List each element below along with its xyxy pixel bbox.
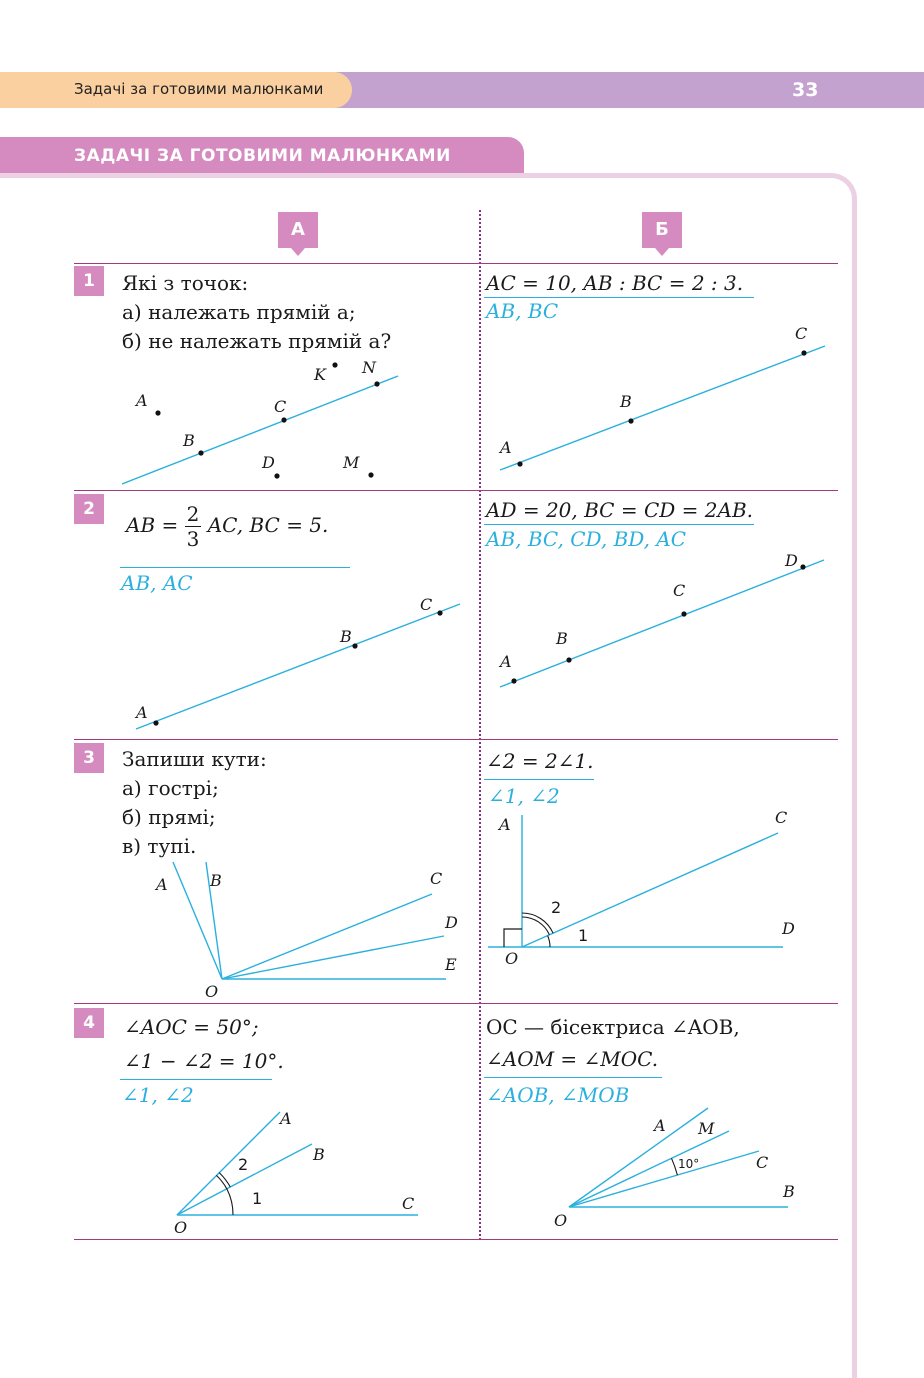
row-divider xyxy=(74,1003,838,1004)
angle-label-2: 2 xyxy=(238,1155,249,1174)
given-rhs: AC, BC = 5. xyxy=(207,513,329,537)
label-a: A xyxy=(499,815,511,834)
given-text: ∠AOC = 50°; xyxy=(124,1015,259,1039)
label-c: C xyxy=(795,324,808,343)
label-a: A xyxy=(654,1116,666,1135)
given-underline xyxy=(484,1077,662,1078)
problem-number: 1 xyxy=(74,266,104,296)
label-d: D xyxy=(782,919,795,938)
problem-number: 4 xyxy=(74,1008,104,1038)
angle-arc-2 xyxy=(522,917,549,935)
point-b xyxy=(628,418,633,423)
problem-text-line: Які з точок: xyxy=(122,271,249,295)
angle-label-2: 2 xyxy=(551,898,562,917)
column-b-label: Б xyxy=(642,212,682,248)
problem-text-line: б) прямі; xyxy=(122,805,216,829)
problem-number: 2 xyxy=(74,494,104,524)
angle-label-1: 1 xyxy=(578,926,589,945)
point-c xyxy=(281,417,286,422)
label-b: B xyxy=(183,431,195,450)
column-b-arrow xyxy=(655,248,669,256)
point-m xyxy=(368,472,373,477)
right-angle-mark xyxy=(504,929,522,947)
label-m: M xyxy=(698,1119,715,1138)
point-c xyxy=(437,610,442,615)
label-o: O xyxy=(174,1218,188,1235)
label-c: C xyxy=(274,397,287,416)
angle-arc-2 xyxy=(522,913,553,933)
point-d xyxy=(800,564,805,569)
section-title: ЗАДАЧІ ЗА ГОТОВИМИ МАЛЮНКАМИ xyxy=(74,146,451,166)
label-e: E xyxy=(445,955,457,974)
angle-degree-label: 10° xyxy=(678,1157,700,1171)
line xyxy=(500,560,824,687)
problem-text-line: а) належать прямій a; xyxy=(122,300,356,324)
line xyxy=(500,346,825,470)
given-underline xyxy=(484,524,754,525)
point-a xyxy=(511,678,516,683)
label-o: O xyxy=(554,1211,568,1230)
ray-oa xyxy=(177,1112,280,1215)
fraction-denominator: 3 xyxy=(186,527,200,551)
figure-3a xyxy=(140,858,470,1003)
answer-text: AB, AC xyxy=(121,571,193,595)
point-k xyxy=(332,362,337,367)
label-b: B xyxy=(556,629,568,648)
label-o: O xyxy=(205,982,219,1001)
given-text: ∠2 = 2∠1. xyxy=(486,749,594,773)
ray-oc xyxy=(222,894,432,979)
figure-4a xyxy=(160,1100,440,1235)
label-o: O xyxy=(505,949,519,968)
problem-text-line: в) тупі. xyxy=(122,834,197,858)
label-d: D xyxy=(445,913,458,932)
label-k: K xyxy=(314,365,326,384)
label-d: D xyxy=(262,453,275,472)
point-c xyxy=(801,350,806,355)
label-d: D xyxy=(785,551,798,570)
fraction-numerator: 2 xyxy=(186,502,200,526)
label-a: A xyxy=(136,391,148,410)
answer-text: ∠1, ∠2 xyxy=(122,1083,194,1107)
label-b: B xyxy=(620,392,632,411)
label-b: B xyxy=(210,871,222,890)
given-underline xyxy=(484,779,594,780)
angle-label-1: 1 xyxy=(252,1189,263,1208)
answer-text: ∠1, ∠2 xyxy=(488,784,560,808)
given-text: ∠AOM = ∠MOC. xyxy=(486,1047,659,1071)
point-n xyxy=(374,381,379,386)
label-b: B xyxy=(783,1182,795,1201)
given-text: AC = 10, AB : BC = 2 : 3. xyxy=(486,271,744,295)
row-divider xyxy=(74,1239,838,1240)
ray-oc xyxy=(569,1151,759,1207)
point-d xyxy=(274,473,279,478)
label-c: C xyxy=(756,1153,769,1172)
fraction xyxy=(185,502,202,551)
problem-number: 3 xyxy=(74,743,104,773)
angle-arc-1 xyxy=(548,936,550,947)
label-n: N xyxy=(362,358,376,377)
row-divider xyxy=(74,490,838,491)
label-c: C xyxy=(775,808,788,827)
given-text: ∠1 − ∠2 = 10°. xyxy=(124,1049,284,1073)
column-a-label: А xyxy=(278,212,318,248)
page-number: 33 xyxy=(792,79,819,101)
ray-oc xyxy=(522,833,778,947)
given-text: OC — бісектриса ∠AOB, xyxy=(486,1015,740,1039)
angle-arc-mc xyxy=(672,1158,678,1175)
angle-arc-2 xyxy=(216,1175,226,1188)
label-m: M xyxy=(343,453,360,472)
point-b xyxy=(198,450,203,455)
figure-2b xyxy=(490,548,840,693)
label-b: B xyxy=(313,1145,325,1164)
label-a: A xyxy=(500,438,512,457)
figure-3b xyxy=(485,805,825,975)
problem-text-line: а) гострі; xyxy=(122,776,219,800)
label-c: C xyxy=(430,869,443,888)
given-lhs: AB = xyxy=(126,513,179,537)
point-c xyxy=(681,611,686,616)
column-divider xyxy=(479,210,481,1240)
point-a xyxy=(517,461,522,466)
label-a: A xyxy=(500,652,512,671)
point-b xyxy=(352,643,357,648)
row-divider xyxy=(74,263,838,264)
figure-4b xyxy=(540,1105,840,1235)
given-underline xyxy=(120,567,350,568)
label-a: A xyxy=(156,875,168,894)
label-a: A xyxy=(280,1109,292,1128)
problem-text-line: Запиши кути: xyxy=(122,747,267,771)
row-divider xyxy=(74,739,838,740)
ray-om xyxy=(569,1131,729,1207)
answer-text: AB, BC xyxy=(486,299,559,323)
answer-text: AB, BC, CD, BD, AC xyxy=(486,527,687,551)
point-b xyxy=(566,657,571,662)
figure-2a xyxy=(120,590,470,735)
point-a xyxy=(155,410,160,415)
label-b: B xyxy=(340,627,352,646)
given-underline xyxy=(120,1079,272,1080)
figure-1b xyxy=(490,320,840,480)
label-a: A xyxy=(136,703,148,722)
column-a-arrow xyxy=(291,248,305,256)
line xyxy=(136,604,460,729)
running-title: Задачі за готовими малюнками xyxy=(74,80,324,98)
label-c: C xyxy=(420,595,433,614)
given-text: AD = 20, BC = CD = 2AB. xyxy=(486,498,753,522)
given-formula xyxy=(126,502,328,551)
label-c: C xyxy=(673,581,686,600)
answer-text: ∠AOB, ∠MOB xyxy=(486,1083,630,1107)
problem-text-line: б) не належать прямій a? xyxy=(122,329,392,353)
given-underline xyxy=(484,297,754,298)
ray-od xyxy=(222,936,444,979)
point-a xyxy=(153,720,158,725)
angle-arc-1 xyxy=(227,1189,233,1215)
label-c: C xyxy=(402,1194,415,1213)
figure-1a xyxy=(110,355,430,490)
